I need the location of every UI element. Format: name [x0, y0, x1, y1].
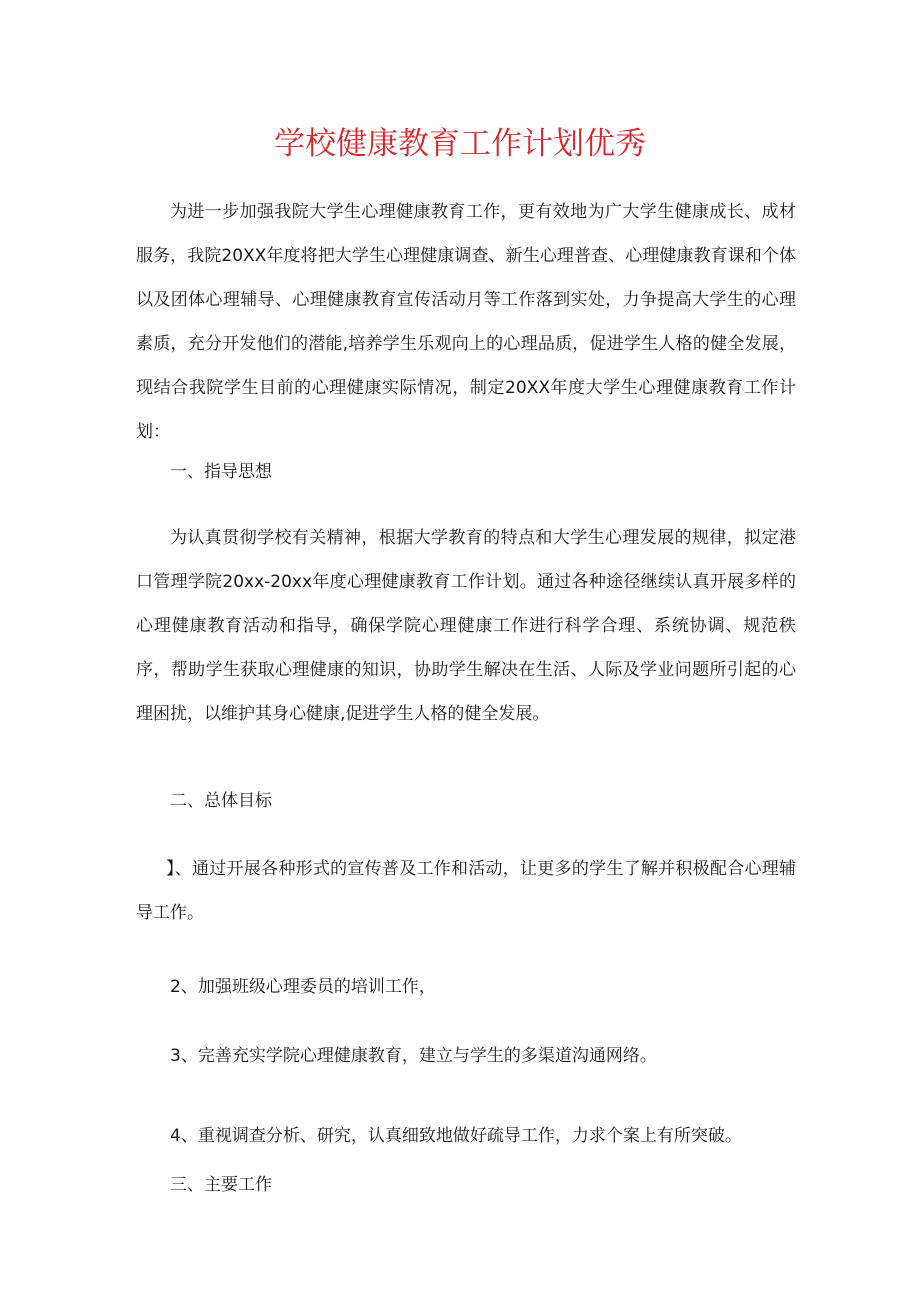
section-3-heading: 三、主要工作	[170, 1175, 272, 1195]
goal-2-line: 2、加强班级心理委员的培训工作，	[170, 977, 436, 997]
goal-1-paragraph: 】、通过开展各种形式的宣传普及工作和活动，让更多的学生了解并积极配合心理辅导工作。	[136, 859, 796, 923]
intro-paragraph: 为进一步加强我院大学生心理健康教育工作，更有效地为广大学生健康成长、成材服务，我院20XX年度将把大学生心理健康调查、新生心理普查、心理健康教育课和个体以及团体心理辅导、心理健康教育宣传活动月等工作落到实处，力争提高大学生的心理素质，充分开发他们的潜能,培养学生乐观向上的心理品质，促进学生人格的健全发展，现结合我院学生目前的心理健康实际情况，制定20XX年度大学生心理健康教育工作计划：	[136, 202, 796, 442]
section-2-heading: 二、总体目标	[170, 791, 272, 811]
section-1-paragraph: 为认真贯彻学校有关精神，根据大学教育的特点和大学生心理发展的规律，拟定港口管理学院20xx-20xx年度心理健康教育工作计划。通过各种途径继续认真开展多样的心理健康教育活动和指导，确保学院心理健康工作进行科学合理、系统协调、规范秩序，帮助学生获取心理健康的知识，协助学生解决在生活、人际及学业问题所引起的心理困扰，以维护其身心健康,促进学生人格的健全发展。	[136, 528, 796, 724]
document-title: 学校健康教育工作计划优秀	[274, 126, 646, 162]
section-1-heading: 一、指导思想	[170, 462, 272, 482]
goal-3-line: 3、完善充实学院心理健康教育，建立与学生的多渠道沟通网络。	[170, 1046, 657, 1066]
goal-4-line: 4、重视调查分析、研究，认真细致地做好疏导工作，力求个案上有所突破。	[170, 1126, 742, 1146]
